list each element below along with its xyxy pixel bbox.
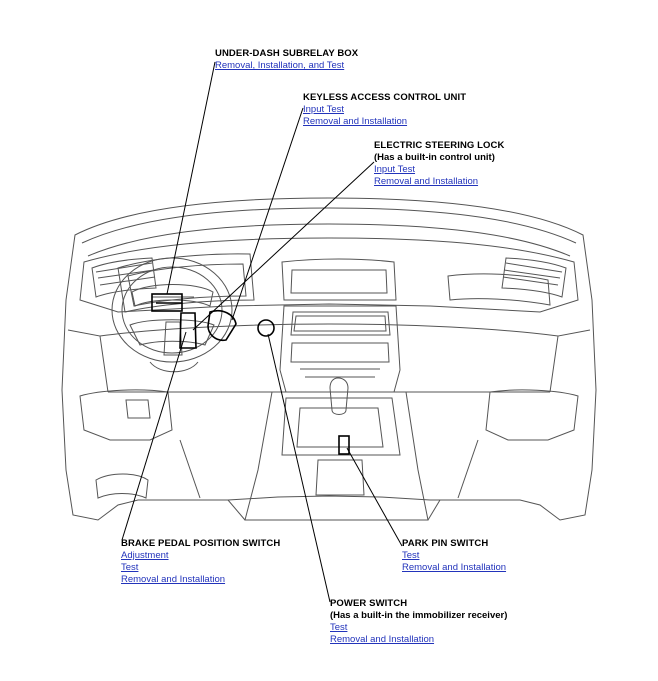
- callout-power-switch: [330, 598, 507, 646]
- callout-link-removal-and-installation[interactable]: Removal and Installation: [330, 634, 435, 645]
- callout-link-input-test[interactable]: Input Test: [374, 164, 416, 175]
- callout-link-removal-and-installation[interactable]: Removal and Installation: [303, 116, 408, 127]
- callout-link-removal-and-installation[interactable]: Removal and Installation: [121, 574, 226, 585]
- callout-title: ELECTRIC STEERING LOCK: [374, 140, 505, 151]
- callout-link-adjustment[interactable]: Adjustment: [121, 550, 169, 561]
- callout-link-removal-installation-and-test[interactable]: Removal, Installation, and Test: [215, 60, 345, 71]
- callout-electric-steering-lock: [374, 140, 504, 188]
- callout-link-test[interactable]: Test: [121, 562, 139, 573]
- callout-subtitle: (Has a built-in control unit): [374, 152, 495, 163]
- callout-link-input-test[interactable]: Input Test: [303, 104, 345, 115]
- callout-brake-pedal-position-switch: [121, 538, 280, 586]
- callout-keyless-access-control-unit: [303, 92, 466, 128]
- callout-title: POWER SWITCH: [330, 598, 408, 609]
- leader-under-dash-subrelay-box: [167, 62, 215, 294]
- callout-title: KEYLESS ACCESS CONTROL UNIT: [303, 92, 467, 103]
- callout-title: UNDER-DASH SUBRELAY BOX: [215, 48, 359, 59]
- leader-keyless-access-control-unit: [232, 108, 303, 320]
- callout-park-pin-switch: [402, 538, 506, 574]
- leader-brake-pedal-position-switch: [122, 332, 186, 540]
- callout-link-removal-and-installation[interactable]: Removal and Installation: [402, 562, 507, 573]
- callout-title: PARK PIN SWITCH: [402, 538, 489, 549]
- callout-link-test[interactable]: Test: [402, 550, 420, 561]
- callout-link-test[interactable]: Test: [330, 622, 348, 633]
- callout-link-removal-and-installation[interactable]: Removal and Installation: [374, 176, 479, 187]
- callout-title: BRAKE PEDAL POSITION SWITCH: [121, 538, 281, 549]
- callout-under-dash-subrelay-box: [215, 48, 358, 72]
- callout-subtitle: (Has a built-in the immobilizer receiver): [330, 610, 508, 621]
